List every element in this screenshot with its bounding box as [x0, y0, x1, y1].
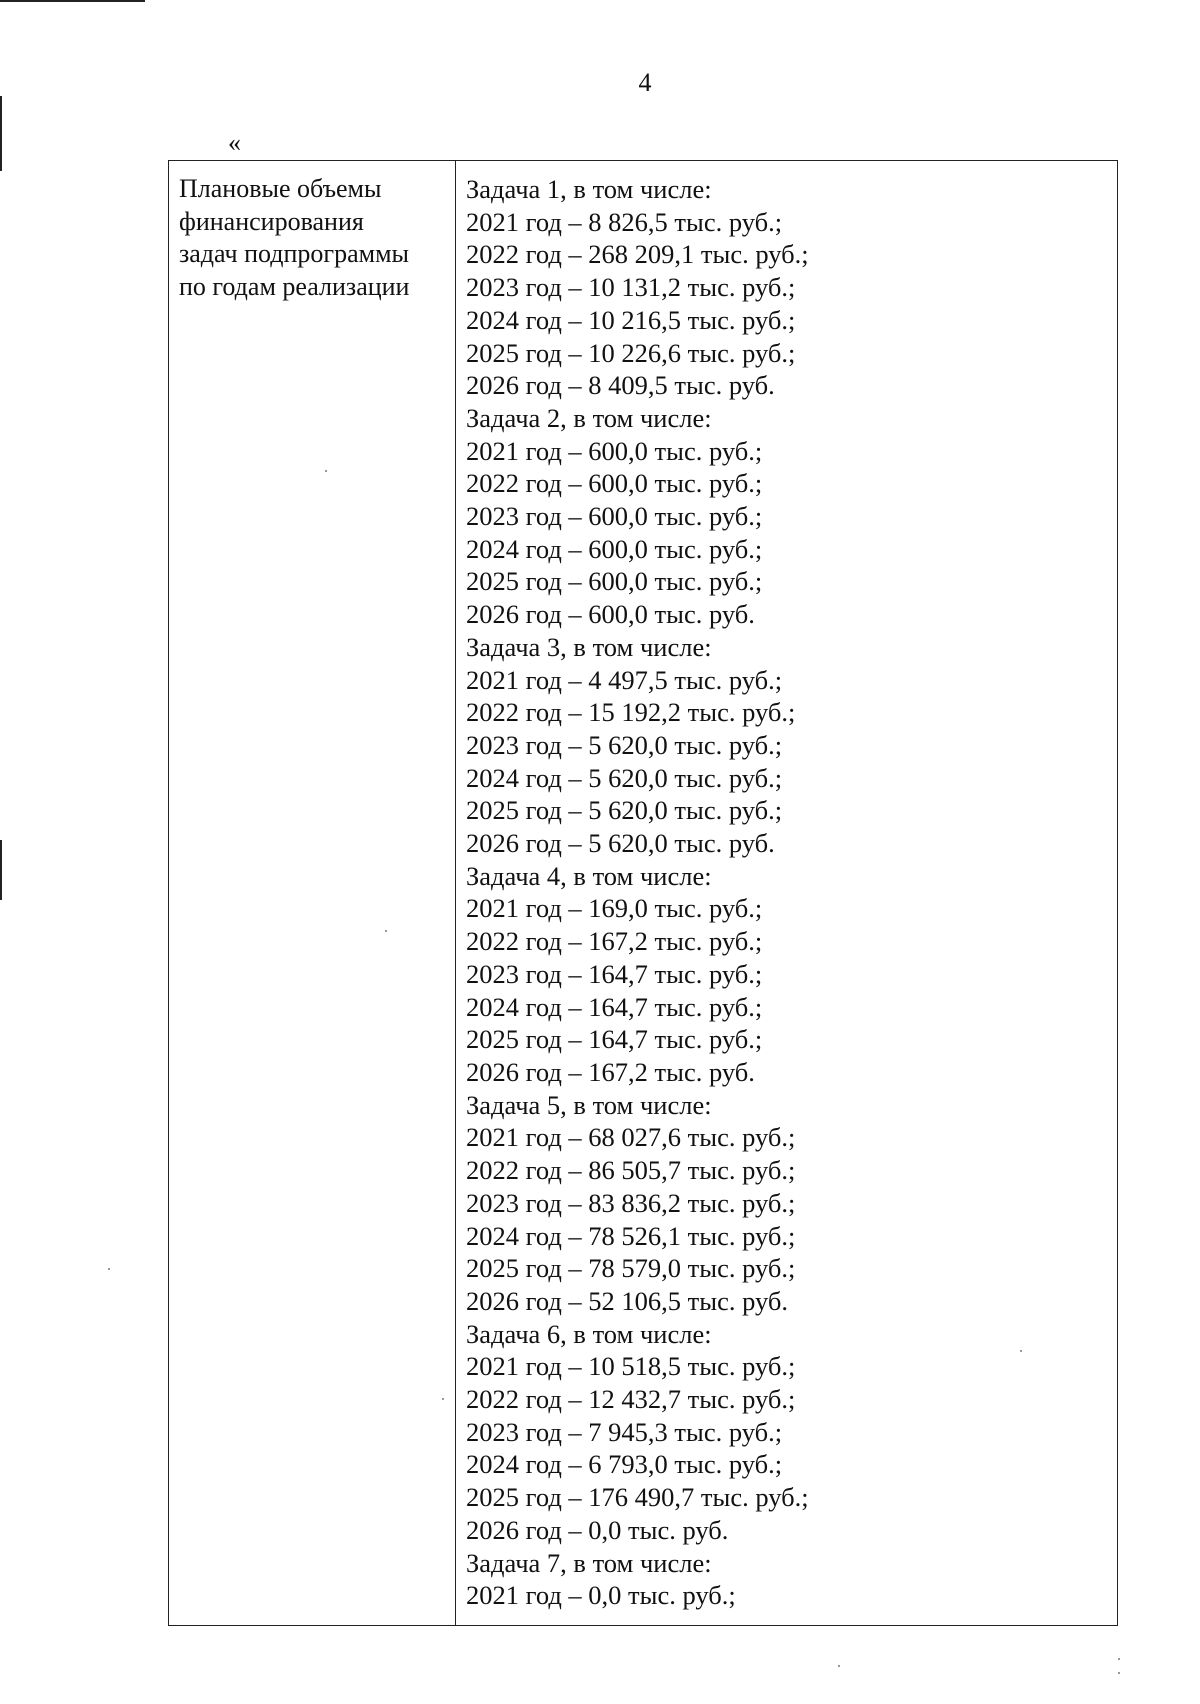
year-amount-line: 2023 год – 7 945,3 тыс. руб.; [466, 1416, 783, 1447]
year-amount-line: 2024 год – 5 620,0 тыс. руб.; [466, 762, 783, 793]
task-heading: Задача 5, в том числе: [466, 1089, 712, 1120]
label-line: задач подпрограммы [179, 239, 410, 269]
year-amount-line: 2024 год – 10 216,5 тыс. руб.; [466, 304, 796, 335]
year-amount-line: 2025 год – 10 226,6 тыс. руб.; [466, 337, 796, 368]
year-amount-line: 2022 год – 268 209,1 тыс. руб.; [466, 239, 809, 270]
scan-edge-mark-left [0, 96, 2, 171]
year-amount-line: 2024 год – 6 793,0 тыс. руб.; [466, 1449, 783, 1480]
year-amount-line: 2025 год – 5 620,0 тыс. руб.; [466, 795, 783, 826]
year-amount-line: 2021 год – 600,0 тыс. руб.; [466, 435, 763, 466]
year-amount-line: 2021 год – 169,0 тыс. руб.; [466, 893, 763, 924]
year-amount-line: 2021 год – 0,0 тыс. руб.; [466, 1580, 736, 1611]
year-amount-line: 2022 год – 12 432,7 тыс. руб.; [466, 1384, 796, 1415]
scan-edge-mark-left-lower [0, 840, 2, 900]
year-amount-line: 2023 год – 83 836,2 тыс. руб.; [466, 1187, 796, 1218]
year-amount-line: 2024 год – 78 526,1 тыс. руб.; [466, 1220, 796, 1251]
year-amount-line: 2022 год – 86 505,7 тыс. руб.; [466, 1155, 796, 1186]
year-amount-line: 2024 год – 600,0 тыс. руб.; [466, 533, 763, 564]
year-amount-line: 2022 год – 15 192,2 тыс. руб.; [466, 697, 796, 728]
task-heading: Задача 6, в том числе: [466, 1318, 712, 1349]
task-heading: Задача 4, в том числе: [466, 860, 712, 891]
year-amount-line: 2021 год – 10 518,5 тыс. руб.; [466, 1351, 796, 1382]
year-amount-line: 2025 год – 600,0 тыс. руб.; [466, 566, 763, 597]
scan-edge-mark-top [0, 0, 145, 2]
year-amount-line: 2026 год – 52 106,5 тыс. руб. [466, 1285, 788, 1316]
financing-values-cell [456, 161, 1118, 1626]
year-amount-line: 2025 год – 78 579,0 тыс. руб.; [466, 1253, 796, 1284]
financing-table [168, 160, 1118, 1626]
year-amount-line: 2026 год – 167,2 тыс. руб. [466, 1056, 755, 1087]
year-amount-line: 2021 год – 4 497,5 тыс. руб.; [466, 664, 783, 695]
task-heading: Задача 2, в том числе: [466, 402, 712, 433]
year-amount-line: 2026 год – 8 409,5 тыс. руб. [466, 370, 775, 401]
task-heading: Задача 7, в том числе: [466, 1547, 712, 1578]
year-amount-line: 2023 год – 600,0 тыс. руб.; [466, 501, 763, 532]
year-amount-line: 2026 год – 600,0 тыс. руб. [466, 599, 755, 630]
page-number: 4 [638, 68, 652, 97]
year-amount-line: 2024 год – 164,7 тыс. руб.; [466, 991, 763, 1022]
financing-label-cell [169, 161, 456, 1626]
year-amount-line: 2023 год – 10 131,2 тыс. руб.; [466, 272, 796, 303]
scan-speck [1118, 1672, 1120, 1674]
year-amount-line: 2021 год – 68 027,6 тыс. руб.; [466, 1122, 796, 1153]
scan-speck [108, 1268, 110, 1270]
year-amount-line: 2021 год – 8 826,5 тыс. руб.; [466, 206, 783, 237]
label-line: финансирования [179, 206, 364, 236]
task-heading: Задача 3, в том числе: [466, 631, 712, 662]
year-amount-line: 2026 год – 5 620,0 тыс. руб. [466, 828, 775, 859]
scan-speck [1118, 1658, 1120, 1660]
label-line: Плановые объемы [179, 174, 382, 203]
year-amount-line: 2025 год – 164,7 тыс. руб.; [466, 1024, 763, 1055]
task-heading: Задача 1, в том числе: [466, 174, 712, 204]
year-amount-line: 2023 год – 5 620,0 тыс. руб.; [466, 729, 783, 760]
scan-speck [838, 1665, 840, 1667]
year-amount-line: 2026 год – 0,0 тыс. руб. [466, 1514, 729, 1545]
opening-quote-mark: « [228, 128, 241, 157]
label-line: по годам реализации [179, 272, 410, 302]
year-amount-line: 2022 год – 600,0 тыс. руб.; [466, 468, 763, 499]
table-row [169, 161, 1118, 1626]
year-amount-line: 2022 год – 167,2 тыс. руб.; [466, 926, 763, 957]
year-amount-line: 2023 год – 164,7 тыс. руб.; [466, 958, 763, 989]
year-amount-line: 2025 год – 176 490,7 тыс. руб.; [466, 1482, 809, 1513]
